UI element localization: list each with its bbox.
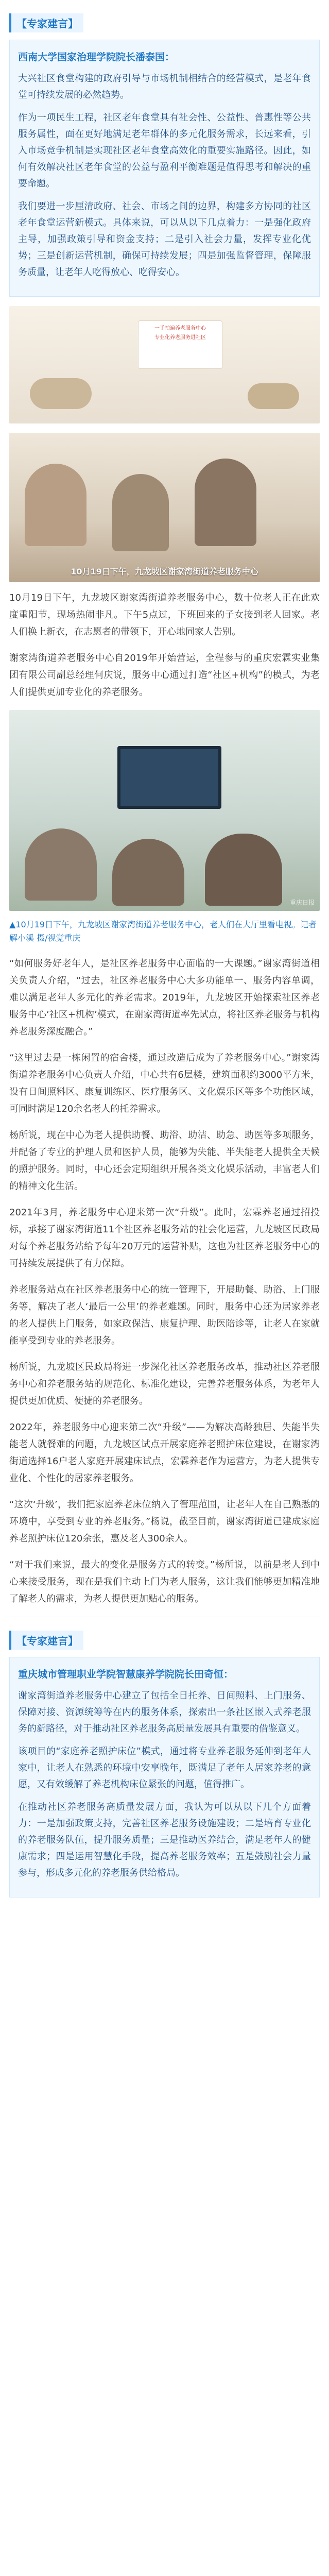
elderly-activity-photo [9,433,320,582]
expert-name-title: 西南大学国家治理学院院长潘泰国： [18,52,175,63]
card-paragraph: 作为一项民生工程，社区老年食堂具有社会性、公益性、普惠性等公共服务属性，面在更好地满足老年群体的多元化服务需求，长远来看，引入市场竞争机制是实现社区老年食堂高效化的重要实施路径。因此，如何有效解决社区老年食堂的公益与盈利平衡难题是值得思考和解决的重要命题。 [18,112,311,189]
card-paragraph: 谢家湾街道养老服务中心建立了包括全日托养、日间照料、上门服务、保障对接、资源统筹等在内的服务体系，探索出一条社区嵌入式养老服务的新路径，对于推动社区养老服务高质量发展具有重要的借鉴意义。 [18,1690,311,1734]
article-paragraph: 养老服务站点在社区养老服务中心的统一管理下，开展助餐、助浴、上门服务等，解决了老人‘最后一公里’的养老难题。同时，服务中心还为居家养老的老人提供上门服务，如家政保洁、康复护理、助医陪诊等，让老人在家就能享受到专业的养老服务。 [9,1284,320,1346]
tv-room-photo [9,710,320,911]
expert-advice-tag: 【专家建言】 [9,1631,83,1650]
card-paragraph: 大兴社区食堂构建的政府引导与市场机制相结合的经营模式，是老年食堂可持续发展的必然趋势。 [18,73,311,100]
card-paragraph: 我们要进一步厘清政府、社会、市场之间的边界，构建多方协同的社区老年食堂运营新模式。具体来说，可以从以下几点着力：一是强化政府主导，加强政策引导和资金支持；二是引入社会力量，发挥专业化优势；三是创新运营机制，确保可持续发展；四是加强监督管理，保障服务质量，让老年人吃得放心、吃得安心。 [18,201,311,278]
expert-advice-tag: 【专家建言】 [9,13,83,32]
card-paragraph: 在推动社区养老服务高质量发展方面，我认为可以从以下几个方面着力：一是加强政策支持，完善社区养老服务设施建设；二是培育专业化的养老服务队伍，提升服务质量；三是推动医养结合，满足老年人的健康需求；四是运用智慧化手段，提高养老服务效率；五是鼓励社会力量参与，形成多元化的养老服务供给格局。 [18,1802,311,1878]
banner-line2: 专业化养老服务进社区 [154,335,206,341]
photo-overlay-caption: 10月19日下午，九龙坡区谢家湾街道养老服务中心 [71,567,258,577]
article-paragraph: 杨所说，九龙坡区民政局将进一步深化社区养老服务改革，推动社区养老服务中心和养老服务站的规范化、标准化建设，完善养老服务体系，为老年人提供更加优质、便捷的养老服务。 [9,1362,320,1406]
article-paragraph: “这次‘升级’，我们把家庭养老床位纳入了管理范围，让老年人在自己熟悉的环境中，享受到专业的养老服务。”杨说，截至目前，谢家湾街道已建成家庭养老照护床位120余张，惠及老人300余人。 [9,1499,320,1544]
article-paragraph: 2022年，养老服务中心迎来第二次“升级”——为解决高龄独居、失能半失能老人就餐难的问题，九龙坡区试点开展家庭养老照护床位建设，在谢家湾街道选择16户老人家庭开展建床试点，宏霖养老作为运营方，为老人提供专业化、个性化的居家养老服务。 [9,1422,320,1484]
expert-card-2 [9,1657,320,1897]
article-paragraph: 谢家湾街道养老服务中心自2019年开始营运，全程参与的重庆宏霖实业集团有限公司副总经理何庆说，服务中心通过打造“社区+机构”的模式，为老人们提供更加专业化的养老服务。 [9,653,320,698]
article-paragraph: 杨所说，现在中心为老人提供助餐、助浴、助洁、助急、助医等多项服务，并配备了专业的护理人员和医护人员，能够为失能、半失能老人提供全天候的照护服务。同时，中心还会定期组织开展各类文化娱乐活动，丰富老人们的精神文化生活。 [9,1130,320,1192]
article-paragraph: “对于我们来说，最大的变化是服务方式的转变。”杨所说，以前是老人到中心来接受服务，现在是我们主动上门为老人服务，这让我们能够更加精准地了解老人的需求，为老人提供更加贴心的服务。 [9,1560,320,1604]
card-paragraph: 该项目的“家庭养老照护床位”模式，通过将专业养老服务延伸到老年人家中，让老人在熟悉的环境中安享晚年，既满足了老年人居家养老的意愿，又有效缓解了养老机构床位紧张的问题，值得推广。 [18,1746,311,1790]
illustration-banner-image [9,306,320,423]
article-paragraph: “如何服务好老年人，是社区养老服务中心面临的一大课题。”谢家湾街道相关负责人介绍，“过去，社区养老服务中心大多功能单一、服务内容单调，难以满足老年人多元化的养老需求。2019年，九龙坡区开始探索社区养老服务中心‘社区+机构’模式，在谢家湾街道率先试点，将社区养老服务与机构养老服务深度融合。” [9,958,320,1037]
article-paragraph: 2021年3月，养老服务中心迎来第一次“升级”。此时，宏霖养老通过招投标，承接了谢家湾街道11个社区养老服务站的社会化运营，九龙坡区民政局对每个养老服务站给予每年20万元的运营补贴，这也为社区养老服务中心的可持续发展提供了有力保障。 [9,1207,320,1269]
photo-watermark: 重庆日报 [289,899,315,906]
expert-card-1 [9,40,320,297]
article-paragraph: “这里过去是一栋闲置的宿舍楼，通过改造后成为了养老服务中心。”谢家湾街道养老服务中心负责人介绍，中心共有6层楼，建筑面积约3000平方米，设有日间照料区、康复训练区、医疗服务区、文化娱乐区等多个功能区域，可同时满足120余名老人的托养需求。 [9,1053,320,1114]
photo-caption: ▲10月19日下午，九龙坡区谢家湾街道养老服务中心，老人们在大厅里看电视。记者 解小溪 摄/视觉重庆 [9,920,317,943]
banner-line1: 一手拍遍养老服务中心 [154,326,206,331]
expert-name-title: 重庆城市管理职业学院智慧康养学院院长田奇恒： [18,1669,234,1680]
article-paragraph: 10月19日下午，九龙坡区谢家湾街道养老服务中心，数十位老人正在此欢度重阳节，现场热闹非凡。下午5点过，下班回来的子女接到老人回家。老人们换上新衣，在志愿者的带领下，开心地同家人告别。 [9,592,320,637]
